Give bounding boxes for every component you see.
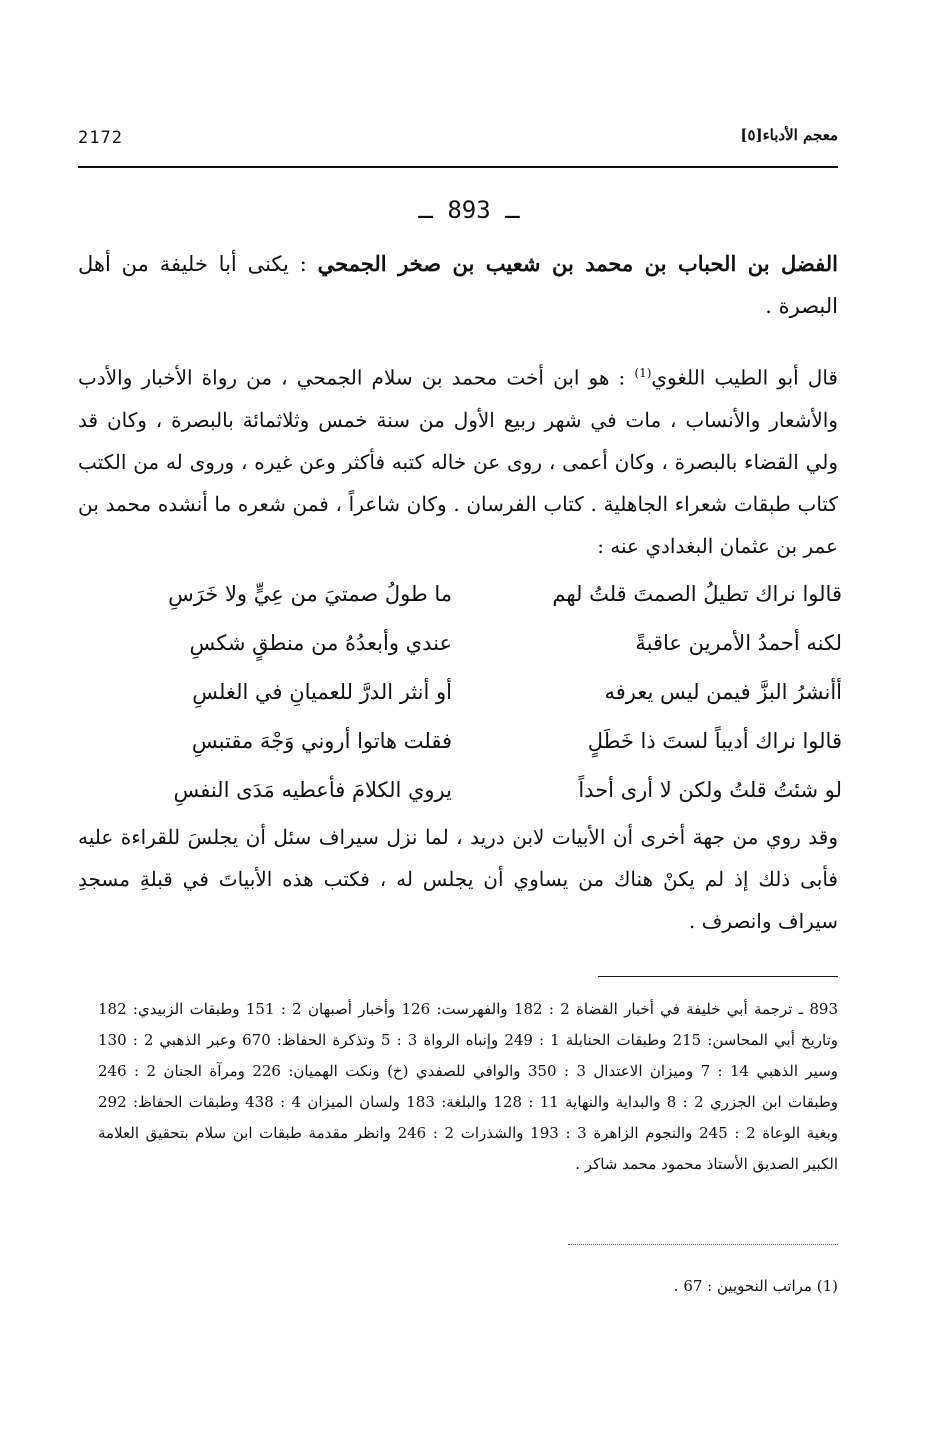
- biography-paragraph: [78, 352, 838, 567]
- poem: [82, 570, 842, 815]
- paragraph-text: : هو ابن أخت محمد بن سلام الجمحي ، من رواة الأخبار والأدب والأشعار والأنساب ، مات في شهر ربيع الأول من سنة خمس وثلاثمائة بالبصرة ، وكان قد ولي القضاء بالبصرة ، وكان أعمى ، روى عن خاله كتبه فأكثر وعن غيره ، وروى له من الكتب كتاب طبقات شعراء الجاهلية . كتاب الفرسان . وكان شاعراً ، فمن شعره ما أنشده محمد بن عمر بن عثمان البغدادي عنه :: [78, 365, 838, 558]
- verse-first-half: قالوا نراك تطيلُ الصمتَ قلتُ لهم: [552, 582, 842, 606]
- footnote-separator: [568, 1244, 838, 1245]
- verse-first-half: لكنه أحمدُ الأمرين عاقبةً: [635, 631, 842, 655]
- paragraph-lead: قال أبو الطيب اللغوي: [651, 365, 838, 390]
- running-title: معجم الأدباء[٥]: [740, 126, 838, 144]
- closing-paragraph: وقد روي من جهة أخرى أن الأبيات لابن دريد ، لما نزل سيراف سئل أن يجلسَ للقراءة عليه فأبى ذلك إذ لم يكنْ هناك من يساوي أن يجلس له ، فكتب هذه الأبياتَ في قبلةِ مسجدِ سيراف وانصرف .: [78, 825, 838, 933]
- page-number: 2172: [78, 128, 123, 148]
- verse-second-half: عندي وأبعدُهُ من منطقٍ شكسِ: [189, 631, 452, 655]
- verse-first-half: أأنشرُ البزَّ فيمن ليس يعرفه: [604, 680, 842, 704]
- entry-number: ـ 893 ـ: [418, 196, 520, 224]
- poem-verse: [82, 570, 842, 619]
- verse-second-half: يروي الكلامَ فأعطيه مَدَى النفسِ: [173, 778, 452, 802]
- verse-second-half: فقلت هاتوا أروني وَجْهَ مقتبسِ: [191, 729, 452, 753]
- entry-name: الفضل بن الحباب بن محمد بن شعيب بن صخر الجمحي: [317, 251, 839, 276]
- page-header: [78, 124, 838, 160]
- footnote-sources: 893 ـ ترجمة أبي خليفة في أخبار القضاة 2 : 182 والفهرست: 126 وأخبار أصبهان 2 : 151 وطبقات الزبيدي: 182 وتاريخ أبي المحاسن: 215 وطبقات الحنابلة 1 : 249 وإنباه الرواة 3 : 5 وتذكرة الحفاظ: 670 وعبر الذهبي 2 : 130 وسير الذهبي 14 : 7 وميزان الاعتدال 3 : 350 والوافي للصفدي (خ) ونكت الهميان: 226 ومرآة الجنان 2 : 246 وطبقات ابن الجزري 2 : 8 والبداية والنهاية 11 : 128 والبلغة: 183 ولسان الميزان 4 : 438 وطبقات الحفاظ: 292 وبغية الوعاة 2 : 245 والنجوم الزاهرة 3 : 193 والشذرات 2 : 246 وانظر مقدمة طبقات ابن سلام بتحقيق العلامة الكبير الصديق الأستاذ محمود محمد شاكر .: [98, 1000, 839, 1173]
- header-rule: [78, 166, 838, 168]
- entry-heading: [78, 243, 838, 327]
- poem-verse: [82, 717, 842, 766]
- footnote-reference: (1) مراتب النحويين : 67 .: [673, 1277, 838, 1295]
- poem-verse: [82, 668, 842, 717]
- poem-verse: [82, 619, 842, 668]
- verse-first-half: لو شئتُ قلتُ ولكن لا أرى أحداً: [578, 778, 842, 802]
- verse-second-half: أو أنثر الدرَّ للعميانِ في الغلسِ: [192, 680, 452, 704]
- footnote-rule: [598, 976, 838, 977]
- verse-second-half: ما طولُ صمتيَ من عِيٍّ ولا خَرَسِ: [168, 582, 452, 606]
- footnote-marker: (1): [634, 366, 652, 380]
- verse-first-half: قالوا نراك أديباً لستَ ذا خَطَلٍ: [587, 729, 842, 753]
- poem-verse: [82, 766, 842, 815]
- entry-name-rest: : يكنى أبا خليفة من أهل البصرة .: [78, 252, 838, 318]
